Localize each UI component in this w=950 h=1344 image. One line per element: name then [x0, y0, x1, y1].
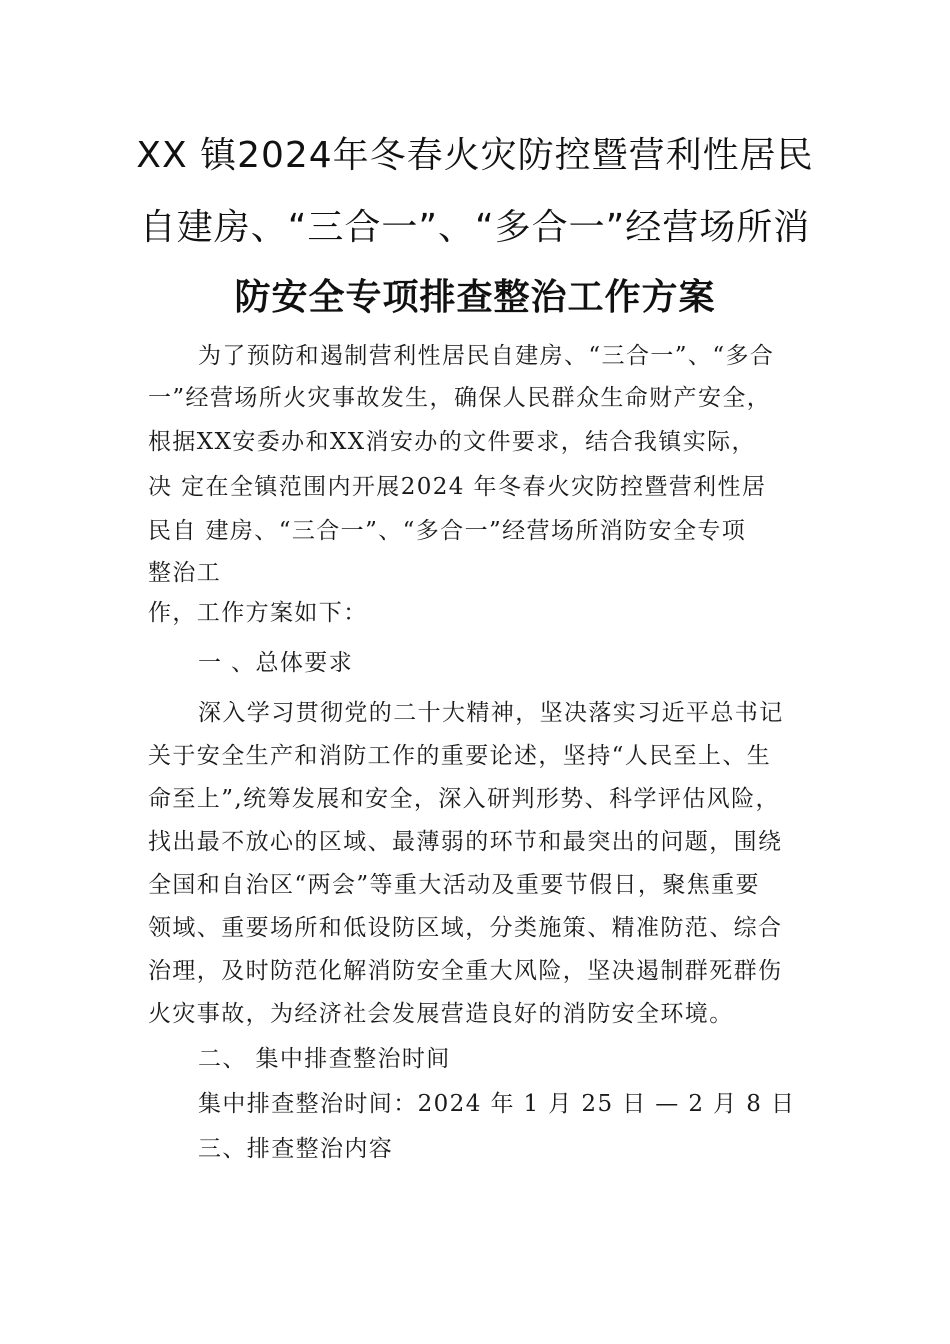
intro-line: 根据XX安委办和XX消安办的文件要求，结合我镇实际，: [148, 429, 756, 455]
paragraph-line: 领域、重要场所和低设防区域，分类施策、精准防范、综合: [148, 915, 783, 941]
schedule-line: 集中排查整治时间：2024 年 1 月 25 日 — 2 月 8 日: [198, 1091, 796, 1117]
document-title-line-1: XX 镇2024年冬春火灾防控暨营利性居民: [136, 135, 814, 176]
intro-line: 决 定在全镇范围内开展2024 年冬春火灾防控暨营利性居: [148, 474, 767, 500]
section-heading-content: 三、排查整治内容: [198, 1136, 394, 1162]
document-title-line-3: 防安全专项排查整治工作方案: [234, 277, 716, 318]
intro-line: 为了预防和遏制营利性居民自建房、“三合一”、“多合: [198, 343, 775, 369]
paragraph-line: 火灾事故，为经济社会发展营造良好的消防安全环境。: [148, 1001, 734, 1027]
paragraph-line: 命至上”,统筹发展和安全，深入研判形势、科学评估风险，: [148, 786, 780, 812]
section-heading-schedule: 二、 集中排查整治时间: [198, 1046, 451, 1072]
document-title-line-2: 自建房、“三合一”、“多合一”经营场所消: [139, 207, 811, 248]
paragraph-line: 治理，及时防范化解消防安全重大风险，坚决遏制群死群伤: [148, 958, 783, 984]
intro-line: 一”经营场所火灾事故发生，确保人民群众生命财产安全，: [148, 385, 772, 411]
section-heading-general-requirements: 一 、总体要求: [198, 650, 354, 676]
intro-line: 作，工作方案如下：: [148, 600, 368, 626]
intro-line: 整治工: [148, 560, 222, 586]
paragraph-line: 深入学习贯彻党的二十大精神，坚决落实习近平总书记: [198, 700, 784, 726]
paragraph-line: 找出最不放心的区域、最薄弱的环节和最突出的问题，围绕: [148, 829, 783, 855]
paragraph-line: 关于安全生产和消防工作的重要论述，坚持“人民至上、生: [148, 743, 772, 769]
paragraph-line: 全国和自治区“两会”等重大活动及重要节假日，聚焦重要: [148, 872, 760, 898]
intro-line: 民自 建房、“三合一”、“多合一”经营场所消防安全专项: [148, 518, 747, 544]
